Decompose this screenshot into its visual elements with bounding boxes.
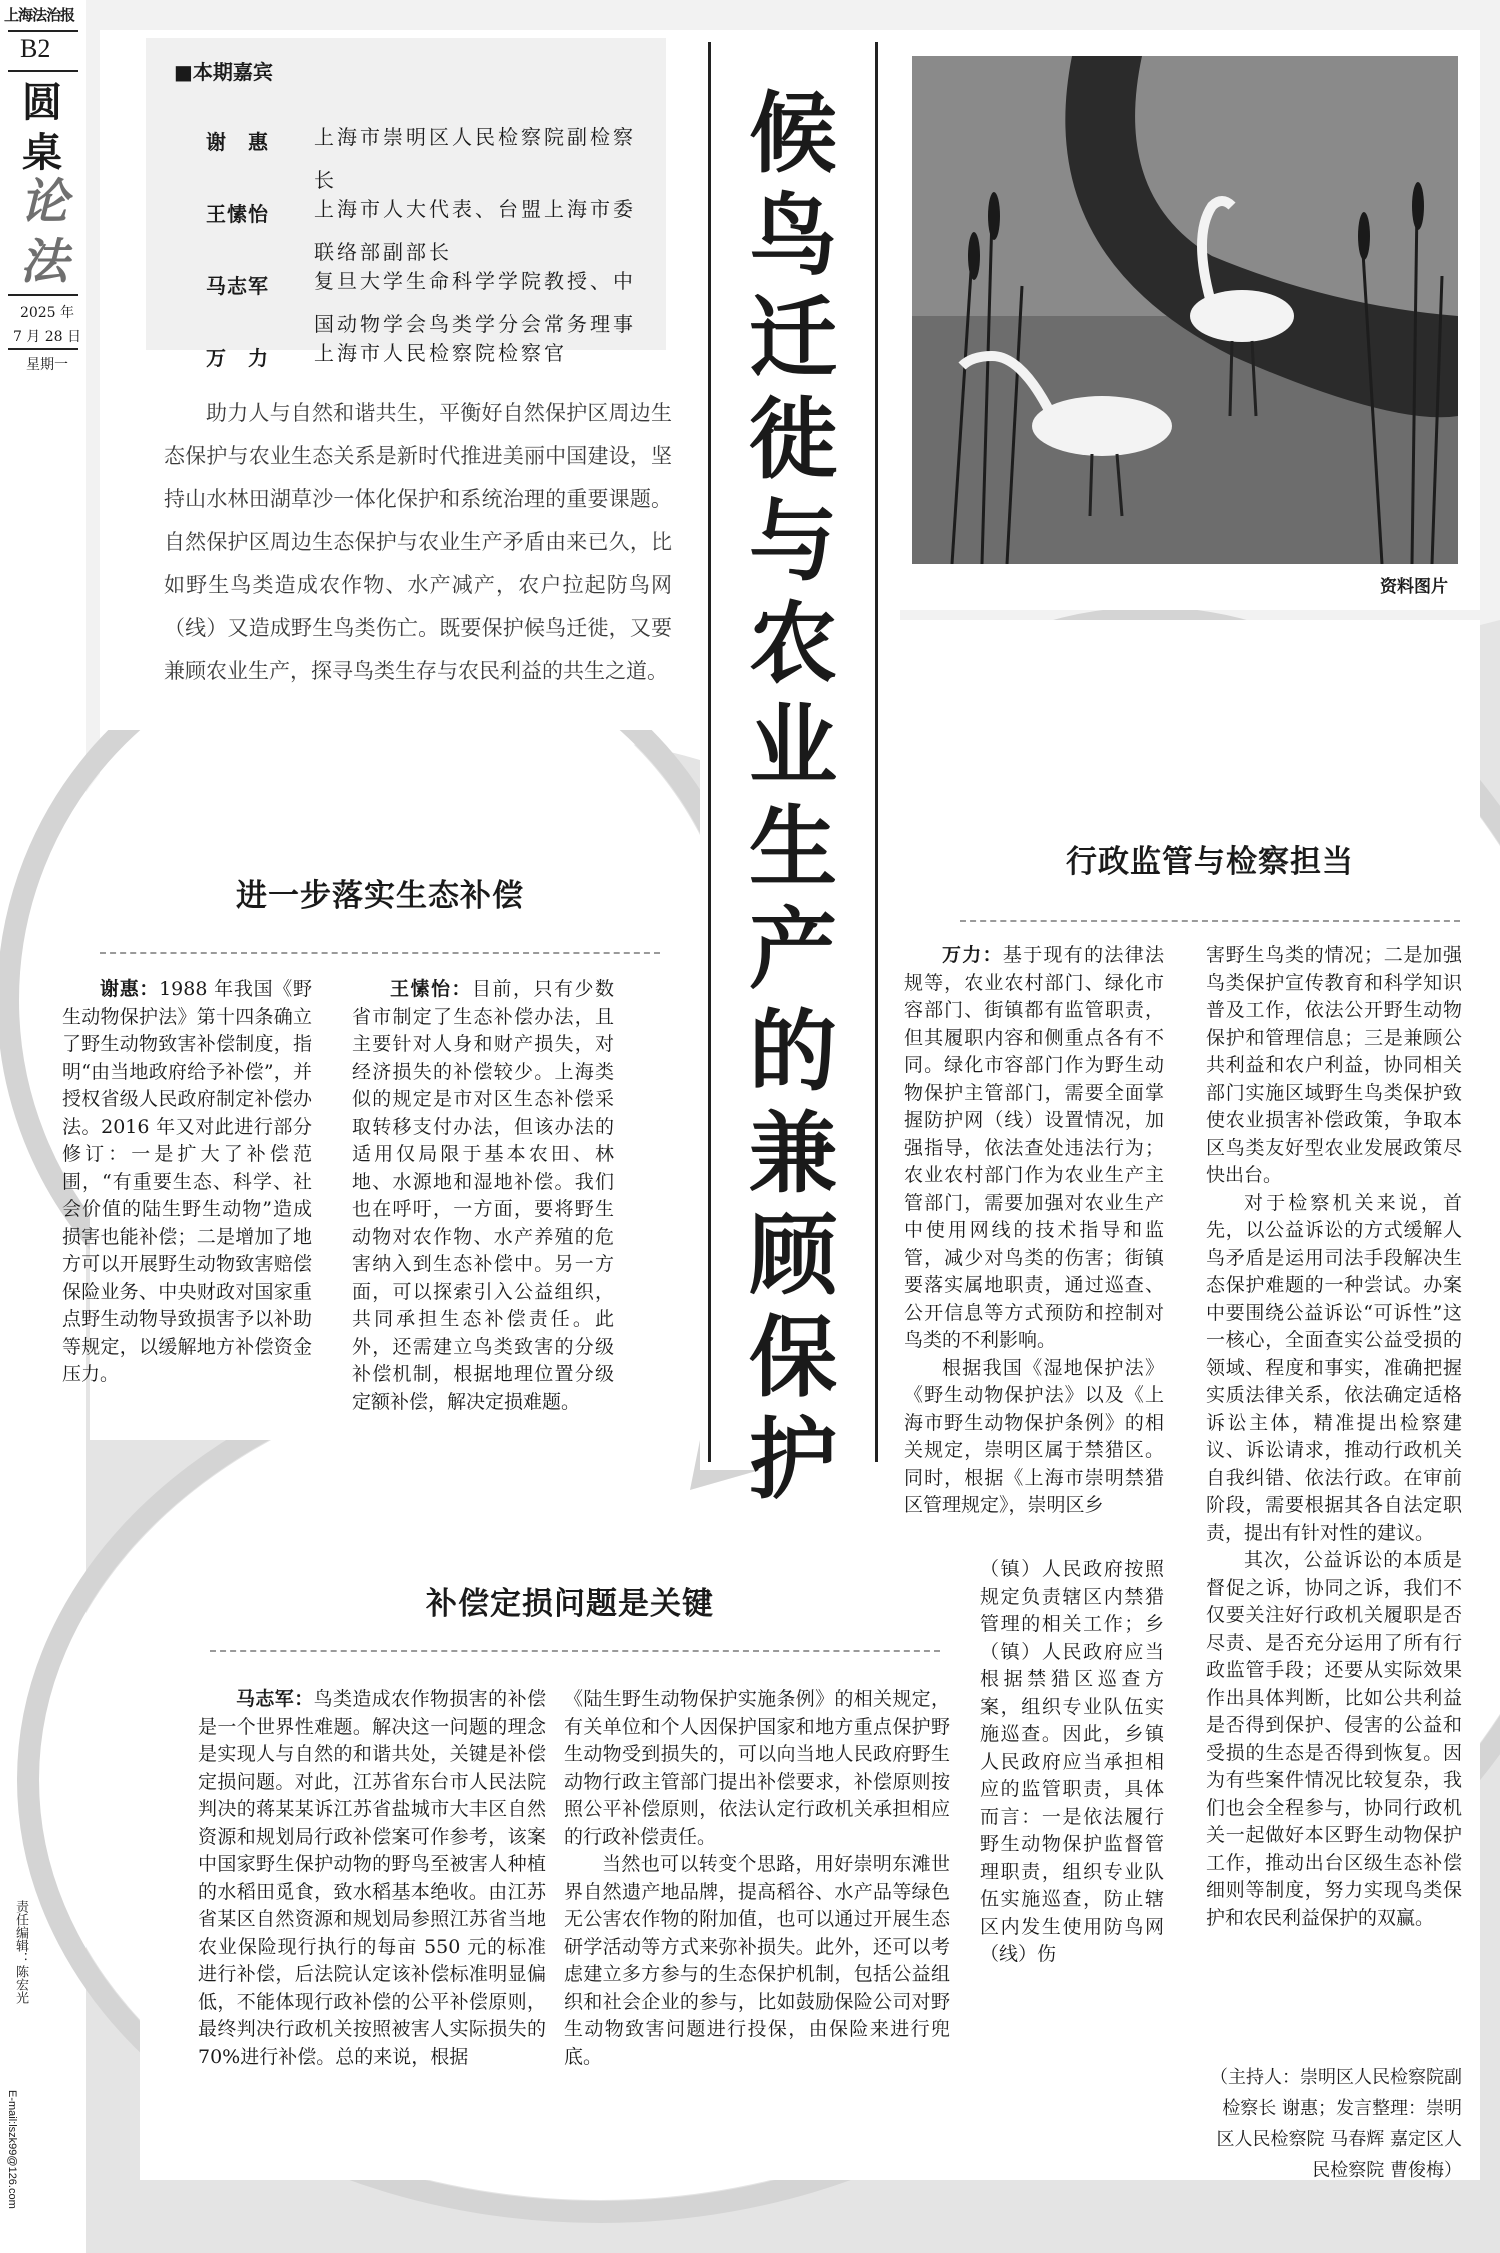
divider <box>8 348 78 350</box>
intro-paragraph: 助力人与自然和谐共生，平衡好自然保护区周边生态保护与农业生态关系是新时代推进美丽中国建设，坚持山水林田湖草沙一体化保护和系统治理的重要课题。自然保护区周边生态保护与农业生产矛盾由来已久，比如野生鸟类造成农作物、水产减产，农户拉起防鸟网（线）又造成野生鸟类伤亡。既要保护候鸟迁徙，又要兼顾农业生产，探寻鸟类生存与农民利益的共生之道。 <box>164 401 672 683</box>
column-name-2: 桌 <box>22 129 62 176</box>
cranes-photo <box>912 56 1458 564</box>
divider <box>210 1650 940 1652</box>
speaker-name: 王愫怡： <box>390 978 472 1000</box>
paper-logo: 上海法治报 <box>4 6 75 24</box>
headline: 候鸟迁徙与农业生产的兼顾保护 <box>748 81 837 1511</box>
section1-right-column <box>352 976 614 1416</box>
publish-year: 2025 年 <box>19 305 75 321</box>
speech-text: 对于检察机关来说，首先，以公益诉讼的方式缓解人鸟矛盾是运用司法手段解决生态保护难题的一种尝试。办案中要围绕公益诉讼“可诉性”这一核心，全面查实公益受损的领域、程度和事实，准确把握实质法律关系，依法确定适格诉讼主体，精准提出检察建议、诉讼请求，推动行政机关自我纠错、依法行政。在审前阶段，需要根据其各自法定职责，提出有针对性的建议。 <box>1206 1191 1462 1544</box>
section2-left-column <box>198 1686 546 2071</box>
guest-name: 马志军 <box>206 274 269 298</box>
headline-box <box>708 42 878 1511</box>
page-number: B2 <box>20 34 51 63</box>
speech-text: 其次，公益诉讼的本质是督促之诉，协同之诉，我们不仅要关注好行政机关履职是否尽责、是否充分运用了所有行政监管手段；还要从实际效果作出具体判断，比如公共利益是否得到保护、侵害的公益和受损的生态是否得到恢复。因为有些案件情况比较复杂，我们也会全程参与，协同行政机关一起做好本区野生动物保护工作，推动出台区级生态补偿细则等制度，努力实现鸟类保护和农民利益保护的双赢。 <box>1206 1549 1462 1929</box>
publish-weekday: 星期一 <box>26 357 68 373</box>
speech-text: （镇）人民政府按照规定负责辖区内禁猎管理的相关工作；乡（镇）人民政府应当根据禁猎区巡查方案，组织专业队伍实施巡查。因此，乡镇人民政府应当承担相应的监管职责，具体而言：一是依法履行野生动物保护监督管理职责，组织专业队伍实施巡查，防止辖区内发生使用防鸟网（线）伤 <box>980 1558 1164 1965</box>
crane-illustration-icon <box>912 56 1458 564</box>
divider <box>100 952 660 954</box>
moderator-signature: （主持人：崇明区人民检察院副检察长 谢惠；发言整理：崇明区人民检察院 马春辉 嘉定区人民检察院 曹俊梅） <box>1210 2067 1462 2181</box>
section2-right-column <box>564 1686 950 2071</box>
section1-left-column <box>62 976 312 1389</box>
guest-title: 复旦大学生命科学学院教授、中国动物学会鸟类学分会常务理事 <box>314 269 636 336</box>
section3-col2 <box>1206 942 1462 1932</box>
column-name-1: 圆 <box>22 79 62 126</box>
guest-title: 上海市人大代表、台盟上海市委联络部副部长 <box>314 197 636 264</box>
column-name-3: 论 <box>20 174 69 230</box>
section-title: 行政监管与检察担当 <box>1066 844 1354 880</box>
guest-name: 王愫怡 <box>206 202 269 226</box>
photo-caption: 资料图片 <box>1380 577 1448 597</box>
section3-col1-bottom <box>980 1556 1164 1969</box>
divider <box>8 70 78 72</box>
guests-panel <box>146 38 666 370</box>
speech-text: 基于现有的法律法规等，农业农村部门、绿化市容部门、街镇都有监管职责，但其履职内容和侧重点各有不同。绿化市容部门作为野生动物保护主管部门，需要全面掌握防护网（线）设置情况，加强指导，依法查处违法行为；农业农村部门作为农业生产主管部门，需要加强对农业生产中使用网线的技术指导和监管，减少对鸟类的伤害；街镇要落实属地职责，通过巡查、公开信息等方式预防和控制对鸟类的不利影响。 <box>904 944 1164 1351</box>
speech-text: 根据我国《湿地保护法》《野生动物保护法》以及《上海市野生动物保护条例》的相关规定，崇明区属于禁猎区。同时，根据《上海市崇明禁猎区管理规定》，崇明区乡 <box>904 1356 1164 1516</box>
speaker-name: 万力： <box>942 944 1003 966</box>
section-title: 进一步落实生态补偿 <box>236 878 524 914</box>
section3-col1-top <box>904 942 1164 1520</box>
guest-title: 上海市人民检察院检察官 <box>314 341 567 365</box>
divider <box>960 920 1460 922</box>
speech-text: 当然也可以转变个思路，用好崇明东滩世界自然遗产地品牌，提高稻谷、水产品等绿色无公害农作物的附加值，也可以通过开展生态研学活动等方式来弥补损失。此外，还可以考虑建立多方参与的生态保护机制，包括公益组织和社会企业的参与，比如鼓励保险公司对野生动物致害问题进行投保，由保险来进行兜底。 <box>564 1853 950 2068</box>
editor-email: E-mail:lszk99@126.com <box>6 2090 18 2209</box>
divider <box>8 294 78 296</box>
column-name-4: 法 <box>20 234 69 290</box>
guests-heading: ■本期嘉宾 <box>174 60 273 84</box>
divider <box>8 30 78 32</box>
guest-name: 万 力 <box>206 346 269 370</box>
guest-name: 谢 惠 <box>206 130 269 154</box>
speaker-name: 谢惠： <box>100 978 160 1000</box>
speech-text: 鸟类造成农作物损害的补偿是一个世界性难题。解决这一问题的理念是实现人与自然的和谐共处，关键是补偿定损问题。对此，江苏省东台市人民法院判决的蒋某某诉江苏省盐城市大丰区自然资源和规划局行政补偿案可作参考，该案中国家野生保护动物的野鸟至被害人种植的水稻田觅食，致水稻基本绝收。由江苏省某区自然资源和规划局参照江苏省当地农业保险现行执行的每亩 550 元的标准进行补偿，后法院认定该补偿标准明显偏低，不能体现行政补偿的公平补偿原则，最终判决行政机关按照被害人实际损失的 70%进行补偿。总的来说，根据 <box>198 1688 546 2068</box>
section-title: 补偿定损问题是关键 <box>426 1586 714 1622</box>
speech-text: 目前，只有少数省市制定了生态补偿办法，且主要针对人身和财产损失，对经济损失的补偿较少。上海类似的规定是市对区生态补偿采取转移支付办法，但该办法的适用仅局限于基本农田、林地、水源地和湿地补偿。我们也在呼吁，一方面，要将野生动物对农作物、水产养殖的危害纳入到生态补偿中。另一方面，可以探索引入公益组织，共同承担生态补偿责任。此外，还需建立鸟类致害的分级补偿机制，根据地理位置分级定额补偿，解决定损难题。 <box>352 978 614 1413</box>
guest-title: 上海市崇明区人民检察院副检察长 <box>314 125 636 192</box>
speech-text: 害野生鸟类的情况；二是加强鸟类保护宣传教育和科学知识普及工作，依法公开野生动物保护和管理信息；三是兼顾公共利益和农户利益，协同相关部门实施区域野生鸟类保护致使农业损害补偿政策，争取本区鸟类友好型农业发展政策尽快出台。 <box>1206 944 1462 1186</box>
speech-text: 《陆生野生动物保护实施条例》的相关规定，有关单位和个人因保护国家和地方重点保护野生动物受到损失的，可以向当地人民政府野生动物行政主管部门提出补偿要求，补偿原则按照公平补偿原则，依法认定行政机关承担相应的行政补偿责任。 <box>564 1688 950 1848</box>
speaker-name: 马志军： <box>236 1688 314 1710</box>
publish-date: 7 月 28 日 <box>12 329 82 345</box>
editor-credit: 责任编辑：陈宏光 <box>13 1900 28 2004</box>
speech-text: 1988 年我国《野生动物保护法》第十四条确立了野生动物致害补偿制度，指明“由当地政府给予补偿”，并授权省级人民政府制定补偿办法。2016 年又对此进行部分修订：一是扩大了补偿范围，“有重要生态、科学、社会价值的陆生野生动物”造成损害也能补偿；二是增加了地方可以开展野生动物致害赔偿保险业务、中央财政对国家重点野生动物导致损害予以补助等规定，以缓解地方补偿资金压力。 <box>62 978 312 1385</box>
